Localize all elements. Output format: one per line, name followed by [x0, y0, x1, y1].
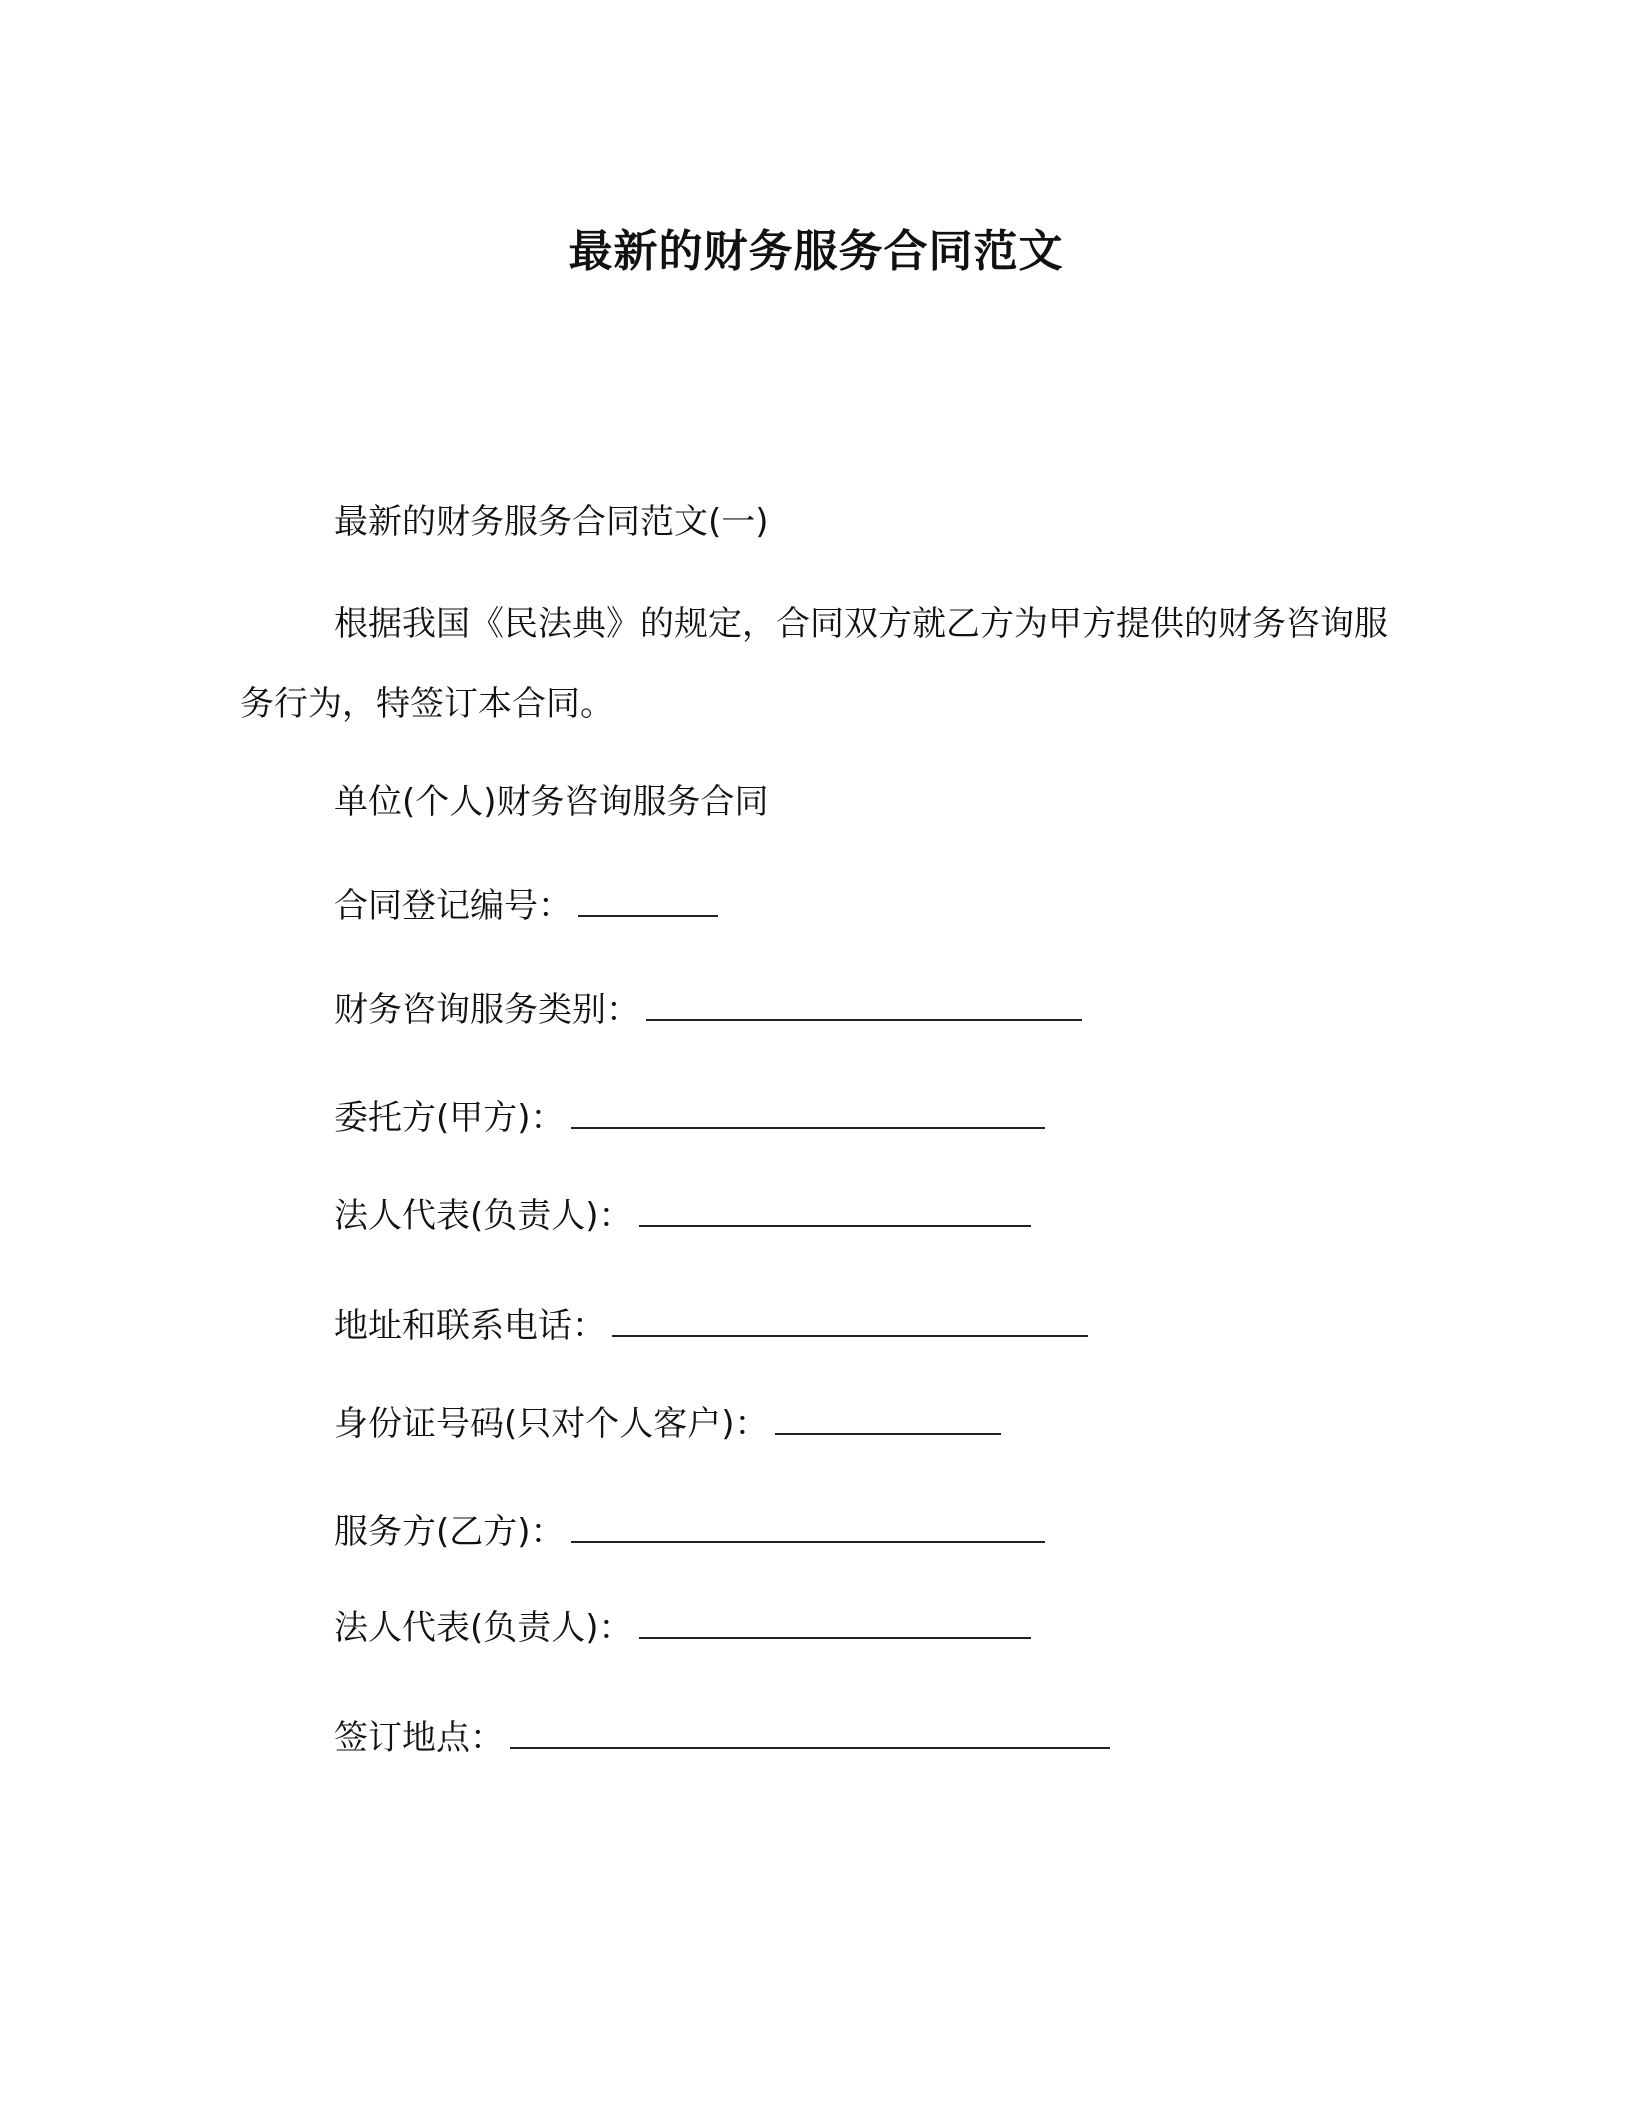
field-label: 服务方(乙方)：: [334, 1512, 565, 1552]
field-address-phone: [334, 1302, 1088, 1350]
fill-in-blank[interactable]: [639, 1605, 1031, 1639]
field-registration-number: [334, 882, 718, 930]
fill-in-blank[interactable]: [571, 1509, 1045, 1543]
field-label: 委托方(甲方)：: [334, 1098, 565, 1138]
fill-in-blank[interactable]: [639, 1193, 1031, 1227]
fill-in-blank[interactable]: [646, 987, 1082, 1021]
field-label: 签订地点：: [334, 1718, 504, 1758]
field-label: 地址和联系电话：: [334, 1306, 606, 1346]
field-client-party-a: [334, 1094, 1045, 1142]
fill-in-blank[interactable]: [571, 1095, 1045, 1129]
field-label: 合同登记编号：: [334, 886, 572, 926]
field-legal-rep-a: [334, 1192, 1031, 1240]
document-title: 最新的财务服务合同范文: [568, 226, 1064, 277]
field-label: 法人代表(负责人)：: [334, 1608, 633, 1648]
field-label: 身份证号码(只对个人客户)：: [334, 1404, 769, 1444]
field-service-party-b: [334, 1508, 1045, 1556]
fill-in-blank[interactable]: [612, 1303, 1088, 1337]
field-signing-location: [334, 1714, 1110, 1762]
field-legal-rep-b: [334, 1604, 1031, 1652]
intro-paragraph: 根据我国《民法典》的规定，合同双方就乙方为甲方提供的财务咨询服务行为，特签订本合同。: [240, 604, 1388, 724]
field-id-number: [334, 1400, 1001, 1448]
fill-in-blank[interactable]: [510, 1715, 1110, 1749]
fill-in-blank[interactable]: [578, 883, 718, 917]
fill-in-blank[interactable]: [775, 1401, 1001, 1435]
contract-name: 单位(个人)财务咨询服务合同: [334, 782, 769, 822]
section-heading: 最新的财务服务合同范文(一): [334, 502, 769, 542]
field-label: 法人代表(负责人)：: [334, 1196, 633, 1236]
field-service-category: [334, 986, 1082, 1034]
field-label: 财务咨询服务类别：: [334, 990, 640, 1030]
